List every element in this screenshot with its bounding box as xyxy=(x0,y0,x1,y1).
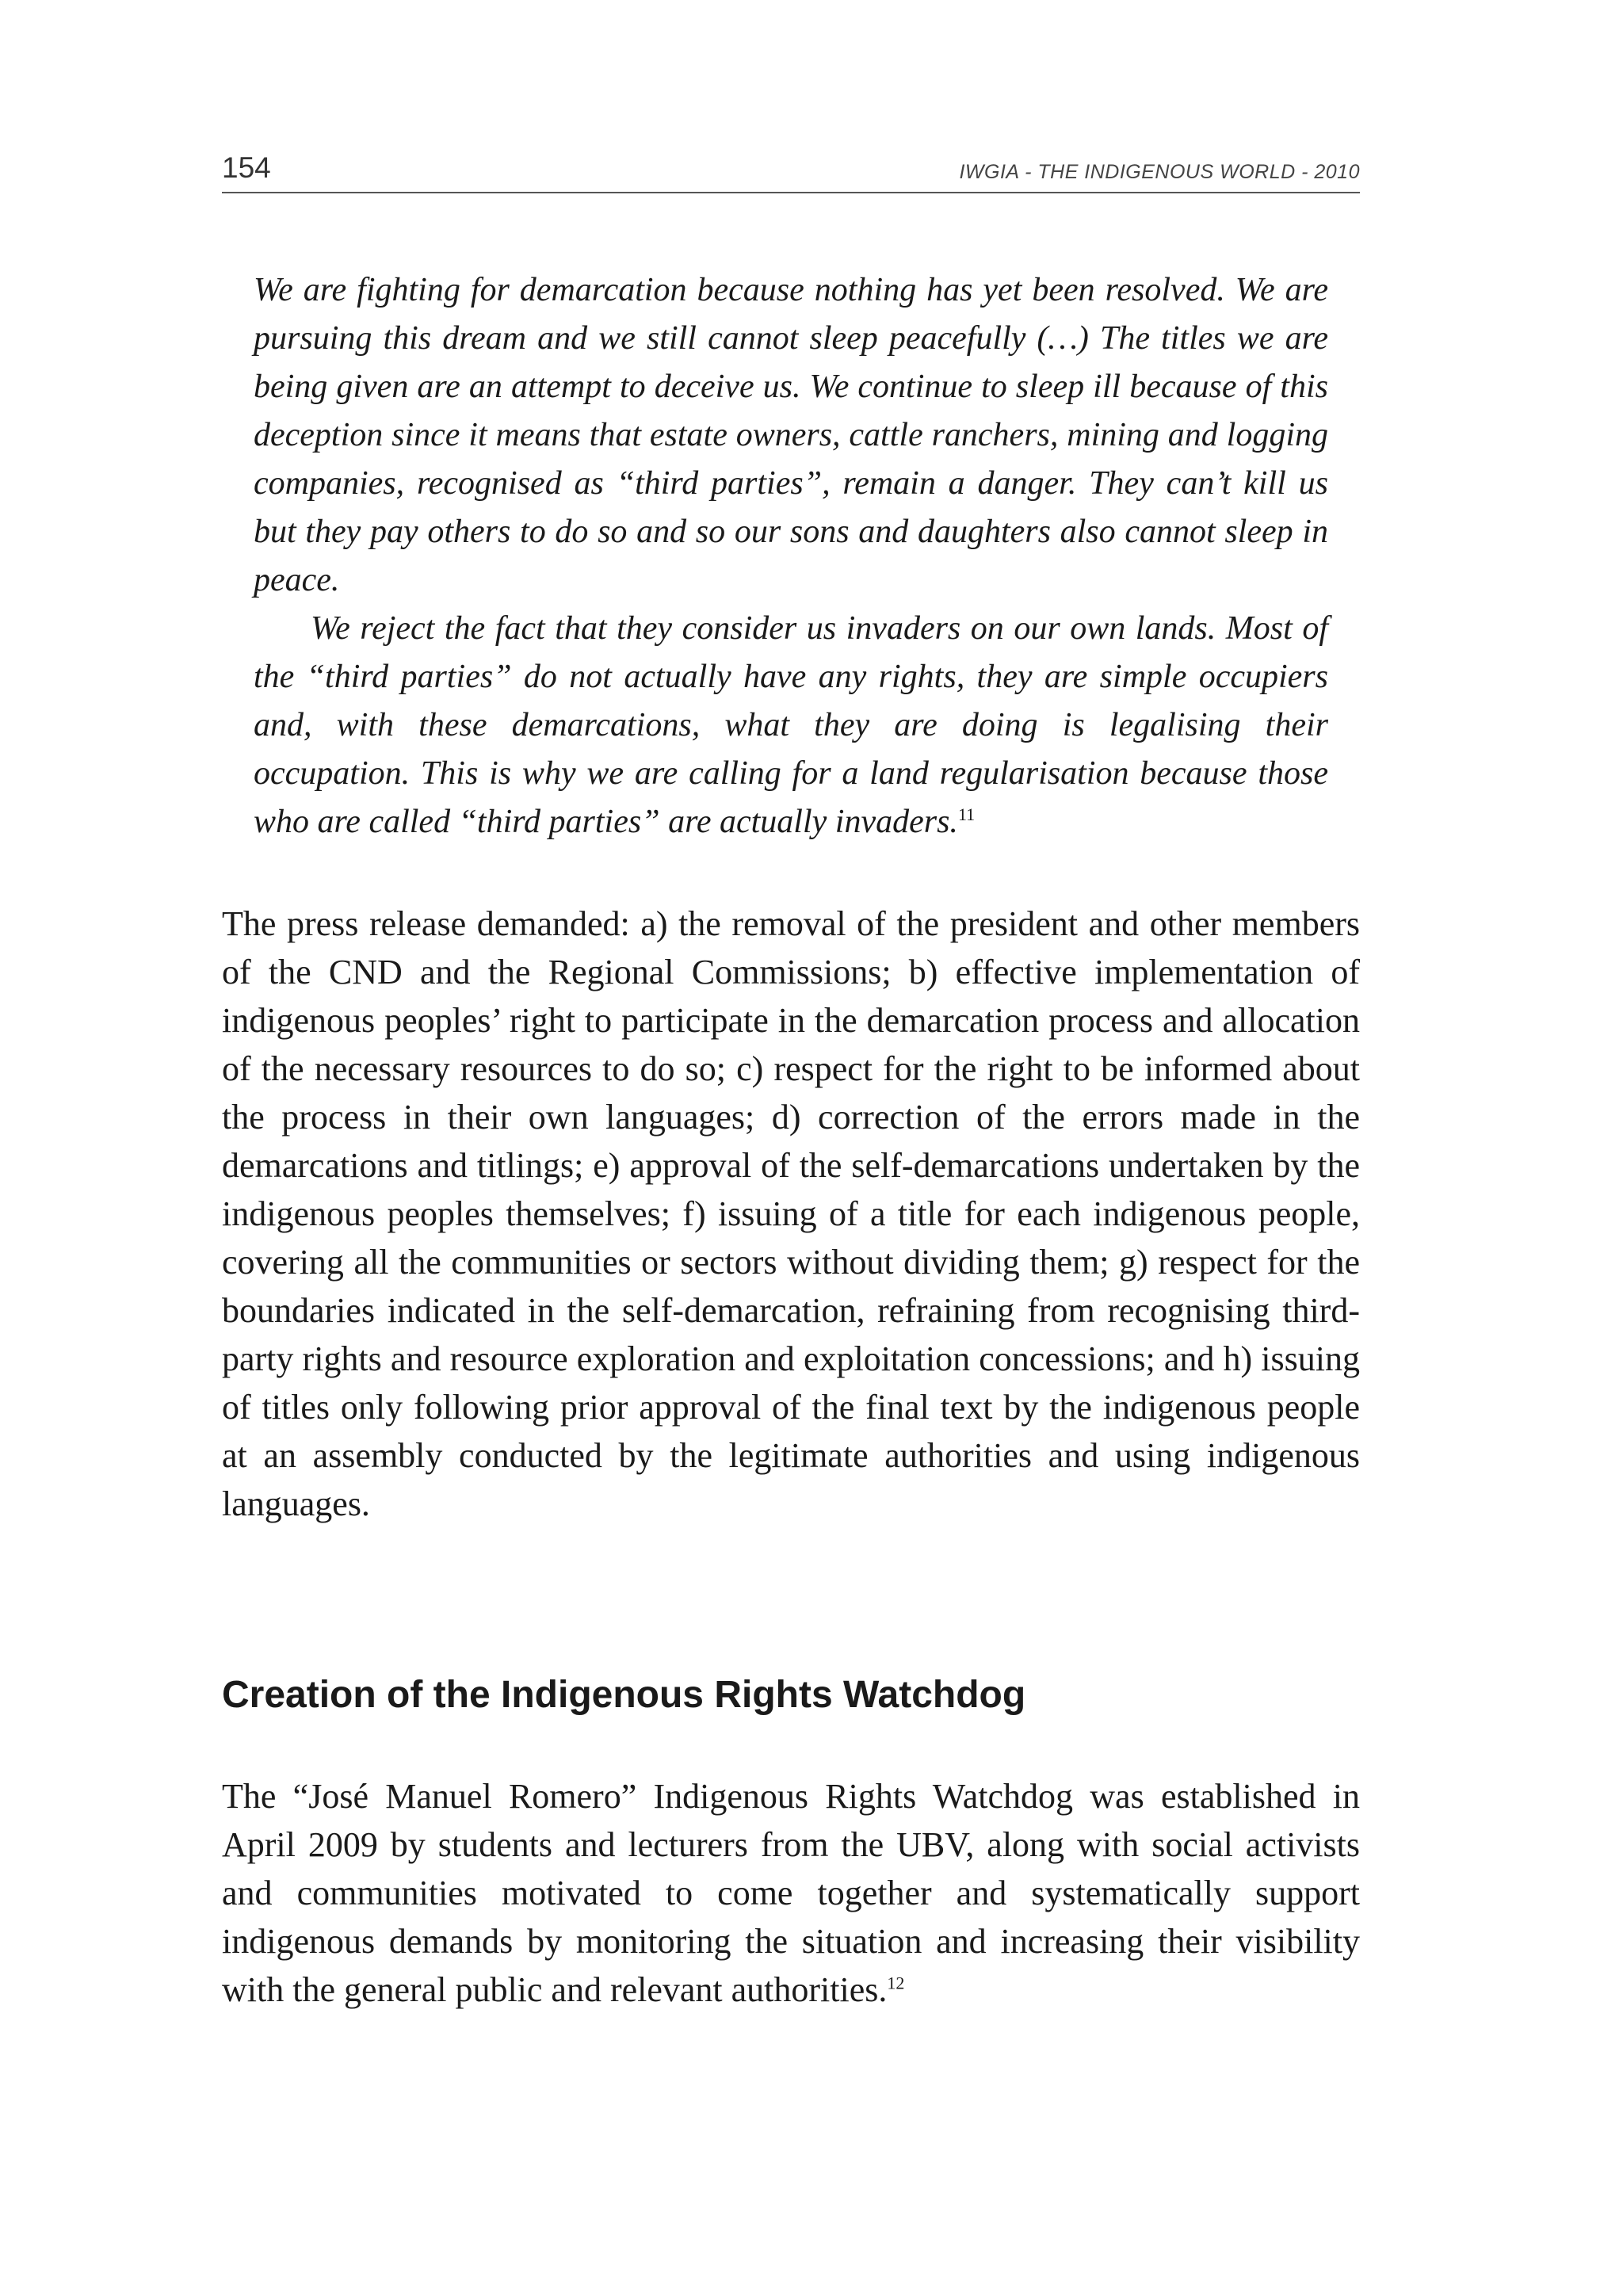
quote-paragraph-text: We are fighting for demarcation because nothing has yet been resolved. We are pursuing this dream and we still cannot sleep peacefully (…) The titles we are being given are an attempt to deceive us. We continue to sleep ill because of this deception since it means that estate owners, cattle ranchers, mining and logging companies, recognised as “third parties”, remain a danger. They can’t kill us but they pay others to do so and so our sons and daughters also cannot sleep in peace. xyxy=(254,272,1328,598)
body-paragraph xyxy=(222,1772,1360,2014)
running-head: IWGIA - THE INDIGENOUS WORLD - 2010 xyxy=(959,161,1360,183)
block-quote xyxy=(254,266,1328,846)
body-paragraph-text: The “José Manuel Romero” Indigenous Rights Watchdog was established in April 2009 by students and lecturers from the UBV, along with social activists and communities motivated to come together and systematically support indigenous demands by monitoring the situation and increasing their visibility with the general public and relevant authorities. xyxy=(222,1777,1360,2009)
page-header xyxy=(222,152,1360,193)
quote-paragraph xyxy=(254,266,1328,605)
body-paragraph-text: The press release demanded: a) the removal of the president and other members of the CND and the Regional Commissions; b) effective implementation of indigenous peoples’ right to participate in the demarcation process and allocation of the necessary resources to do so; c) respect for the right to be informed about the process in their own languages; d) correction of the errors made in the demarcations and titlings; e) approval of the self-demarcations undertaken by the indigenous peoples themselves; f) issuing of a title for each indigenous people, covering all the communities or sectors without dividing them; g) respect for the boundaries indicated in the self-demarcation, refraining from recognising third-party rights and resource exploration and exploitation concessions; and h) issuing of titles only following prior approval of the final text by the indigenous people at an assembly conducted by the legitimate authorities and using indigenous languages. xyxy=(222,904,1360,1523)
footnote-reference: 12 xyxy=(887,1973,905,1993)
section-heading: Creation of the Indigenous Rights Watchdog xyxy=(222,1674,1026,1716)
quote-paragraph xyxy=(254,605,1328,846)
footnote-reference: 11 xyxy=(957,804,976,824)
body-paragraph xyxy=(222,900,1360,1528)
page-number: 154 xyxy=(222,151,271,184)
quote-paragraph-text: We reject the fact that they consider us invaders on our own lands. Most of the “third parties” do not actually have any rights, they are simple occupiers and, with these demarcations, what they are doing is legalising their occupation. This is why we are calling for a land regularisation because those who are called “third parties” are actually invaders. xyxy=(254,610,1328,840)
